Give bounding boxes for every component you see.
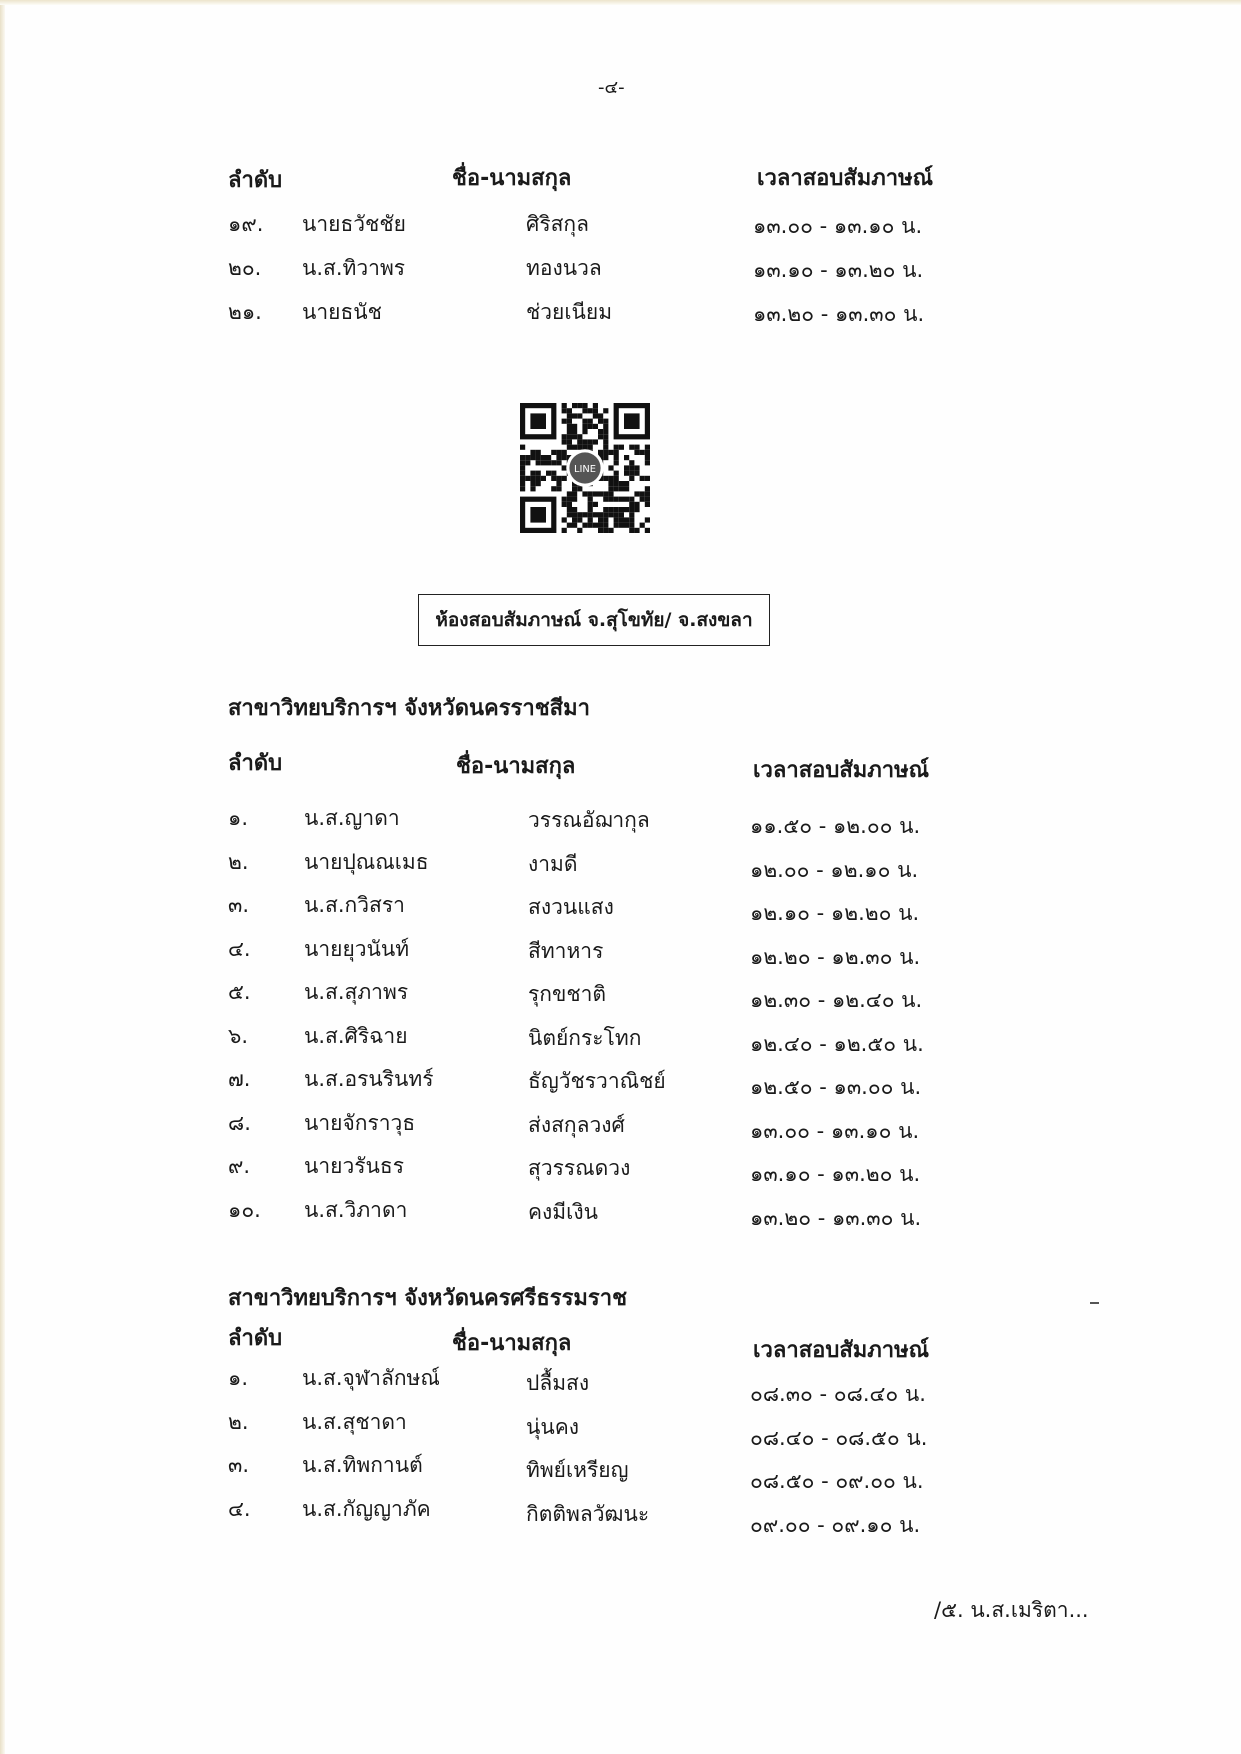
row-last-name: ปลื้มสง [526,1371,590,1395]
row-number: ๘. [228,1110,251,1135]
row-number: ๑. [228,806,249,830]
row-first-name: นายจักราวุธ [304,1110,416,1135]
line-logo-text: LINE [573,464,597,476]
row-last-name: คงมีเงิน [528,1199,598,1224]
row-time: ๑๓.๐๐ - ๑๓.๑๐ น. [753,214,923,238]
row-time: ๑๓.๐๐ - ๑๓.๑๐ น. [750,1118,920,1143]
row-time: ๑๒.๑๐ - ๑๒.๒๐ น. [750,901,920,925]
row-last-name: ทองนวล [526,256,602,280]
row-number: ๒. [228,849,249,874]
row-first-name: น.ส.สุชาดา [302,1409,407,1434]
row-last-name: กิตติพลวัฒนะ [526,1501,650,1526]
row-number: ๕. [228,980,251,1004]
row-last-name: นิตย์กระโทก [528,1025,642,1050]
row-first-name: น.ส.ญาดา [304,806,400,830]
row-time: ๐๙.๐๐ - ๐๙.๑๐ น. [750,1512,921,1537]
room-box: ห้องสอบสัมภาษณ์ จ.สุโขทัย/ จ.สงขลา [418,594,770,646]
section1-col-header-no: ลำดับ [228,751,283,776]
row-time: ๑๑.๕๐ - ๑๒.๐๐ น. [750,814,921,838]
page-number: -๔- [598,77,625,98]
row-number: ๒. [228,1409,249,1434]
row-number: ๗. [228,1067,251,1091]
row-first-name: น.ส.จุฬาลักษณ์ [302,1366,440,1390]
row-last-name: สุวรรณดวง [528,1156,631,1180]
row-last-name: ส่งสกุลวงศ์ [528,1112,625,1137]
section2-title: สาขาวิทยบริการฯ จังหวัดนครศรีธรรมราช [228,1286,627,1311]
row-time: ๑๒.๒๐ - ๑๒.๓๐ น. [750,944,921,969]
section1-col-header-name: ชื่อ-นามสกุล [456,754,576,779]
page-edge-left [0,0,5,1754]
row-time: ๐๘.๔๐ - ๐๘.๕๐ น. [750,1425,928,1450]
row-time: ๑๒.๕๐ - ๑๓.๐๐ น. [750,1075,922,1099]
col-header-time: เวลาสอบสัมภาษณ์ [757,166,934,191]
row-first-name: น.ส.ศิริฉาย [304,1023,408,1048]
row-number: ๙. [228,1154,251,1178]
row-first-name: นายวรันธร [304,1154,404,1178]
section2-col-header-name: ชื่อ-นามสกุล [452,1331,572,1356]
row-number: ๔. [228,1496,251,1521]
qr-code [520,402,650,534]
stray-mark [1090,1302,1099,1304]
row-last-name: ทิพย์เหรียญ [526,1458,629,1482]
row-time: ๐๘.๕๐ - ๐๙.๐๐ น. [750,1469,924,1493]
row-number: ๑๙. [228,212,264,236]
row-number: ๒๑. [228,300,262,324]
row-time: ๑๒.๔๐ - ๑๒.๕๐ น. [750,1031,924,1056]
row-last-name: นุ่นคง [526,1414,580,1439]
row-number: ๓. [228,893,250,917]
row-last-name: สงวนแสง [528,895,614,919]
row-last-name: รุกขชาติ [528,982,607,1006]
row-last-name: ช่วยเนียม [526,300,613,324]
row-number: ๓. [228,1453,250,1477]
row-time: ๑๓.๒๐ - ๑๓.๓๐ น. [753,302,925,326]
row-first-name: นายธวัชชัย [302,212,406,236]
row-first-name: น.ส.วิภาดา [304,1197,408,1222]
row-time: ๐๘.๓๐ - ๐๘.๔๐ น. [750,1382,926,1406]
row-last-name: ธัญวัชรวาณิชย์ [528,1069,666,1093]
row-number: ๖. [228,1023,249,1048]
row-first-name: นายปุณณเมธ [304,849,429,874]
section1-col-header-time: เวลาสอบสัมภาษณ์ [753,758,930,783]
row-first-name: น.ส.กวิสรา [304,893,405,917]
row-first-name: นายยุวนันท์ [304,936,410,961]
row-time: ๑๓.๑๐ - ๑๓.๒๐ น. [750,1162,921,1186]
row-first-name: น.ส.ทิพกานต์ [302,1453,423,1477]
row-time: ๑๓.๑๐ - ๑๓.๒๐ น. [753,258,924,282]
row-time: ๑๒.๓๐ - ๑๒.๔๐ น. [750,988,923,1012]
row-number: ๑. [228,1366,249,1390]
row-number: ๔. [228,936,251,961]
row-first-name: น.ส.สุภาพร [304,980,409,1004]
row-first-name: น.ส.กัญญาภัค [302,1496,431,1521]
section2-col-header-no: ลำดับ [228,1326,283,1351]
row-first-name: นายธนัช [302,300,382,324]
row-first-name: น.ส.อรนรินทร์ [304,1067,434,1091]
row-number: ๒๐. [228,256,262,280]
row-number: ๑๐. [228,1197,261,1222]
section2-col-header-time: เวลาสอบสัมภาษณ์ [753,1338,930,1363]
row-last-name: สีทาหาร [528,938,604,963]
col-header-no: ลำดับ [228,168,283,193]
footer-continuation: /๕. น.ส.เมริตา... [934,1598,1089,1622]
page-edge-top [0,0,1241,5]
col-header-name: ชื่อ-นามสกุล [452,166,572,191]
row-last-name: ศิริสกุล [526,212,590,236]
row-time: ๑๓.๒๐ - ๑๓.๓๐ น. [750,1205,922,1230]
row-last-name: วรรณอัฌากุล [528,808,650,832]
row-first-name: น.ส.ทิวาพร [302,256,406,280]
section1-title: สาขาวิทยบริการฯ จังหวัดนครราชสีมา [228,696,590,721]
row-time: ๑๒.๐๐ - ๑๒.๑๐ น. [750,857,919,882]
row-last-name: งามดี [528,851,578,876]
